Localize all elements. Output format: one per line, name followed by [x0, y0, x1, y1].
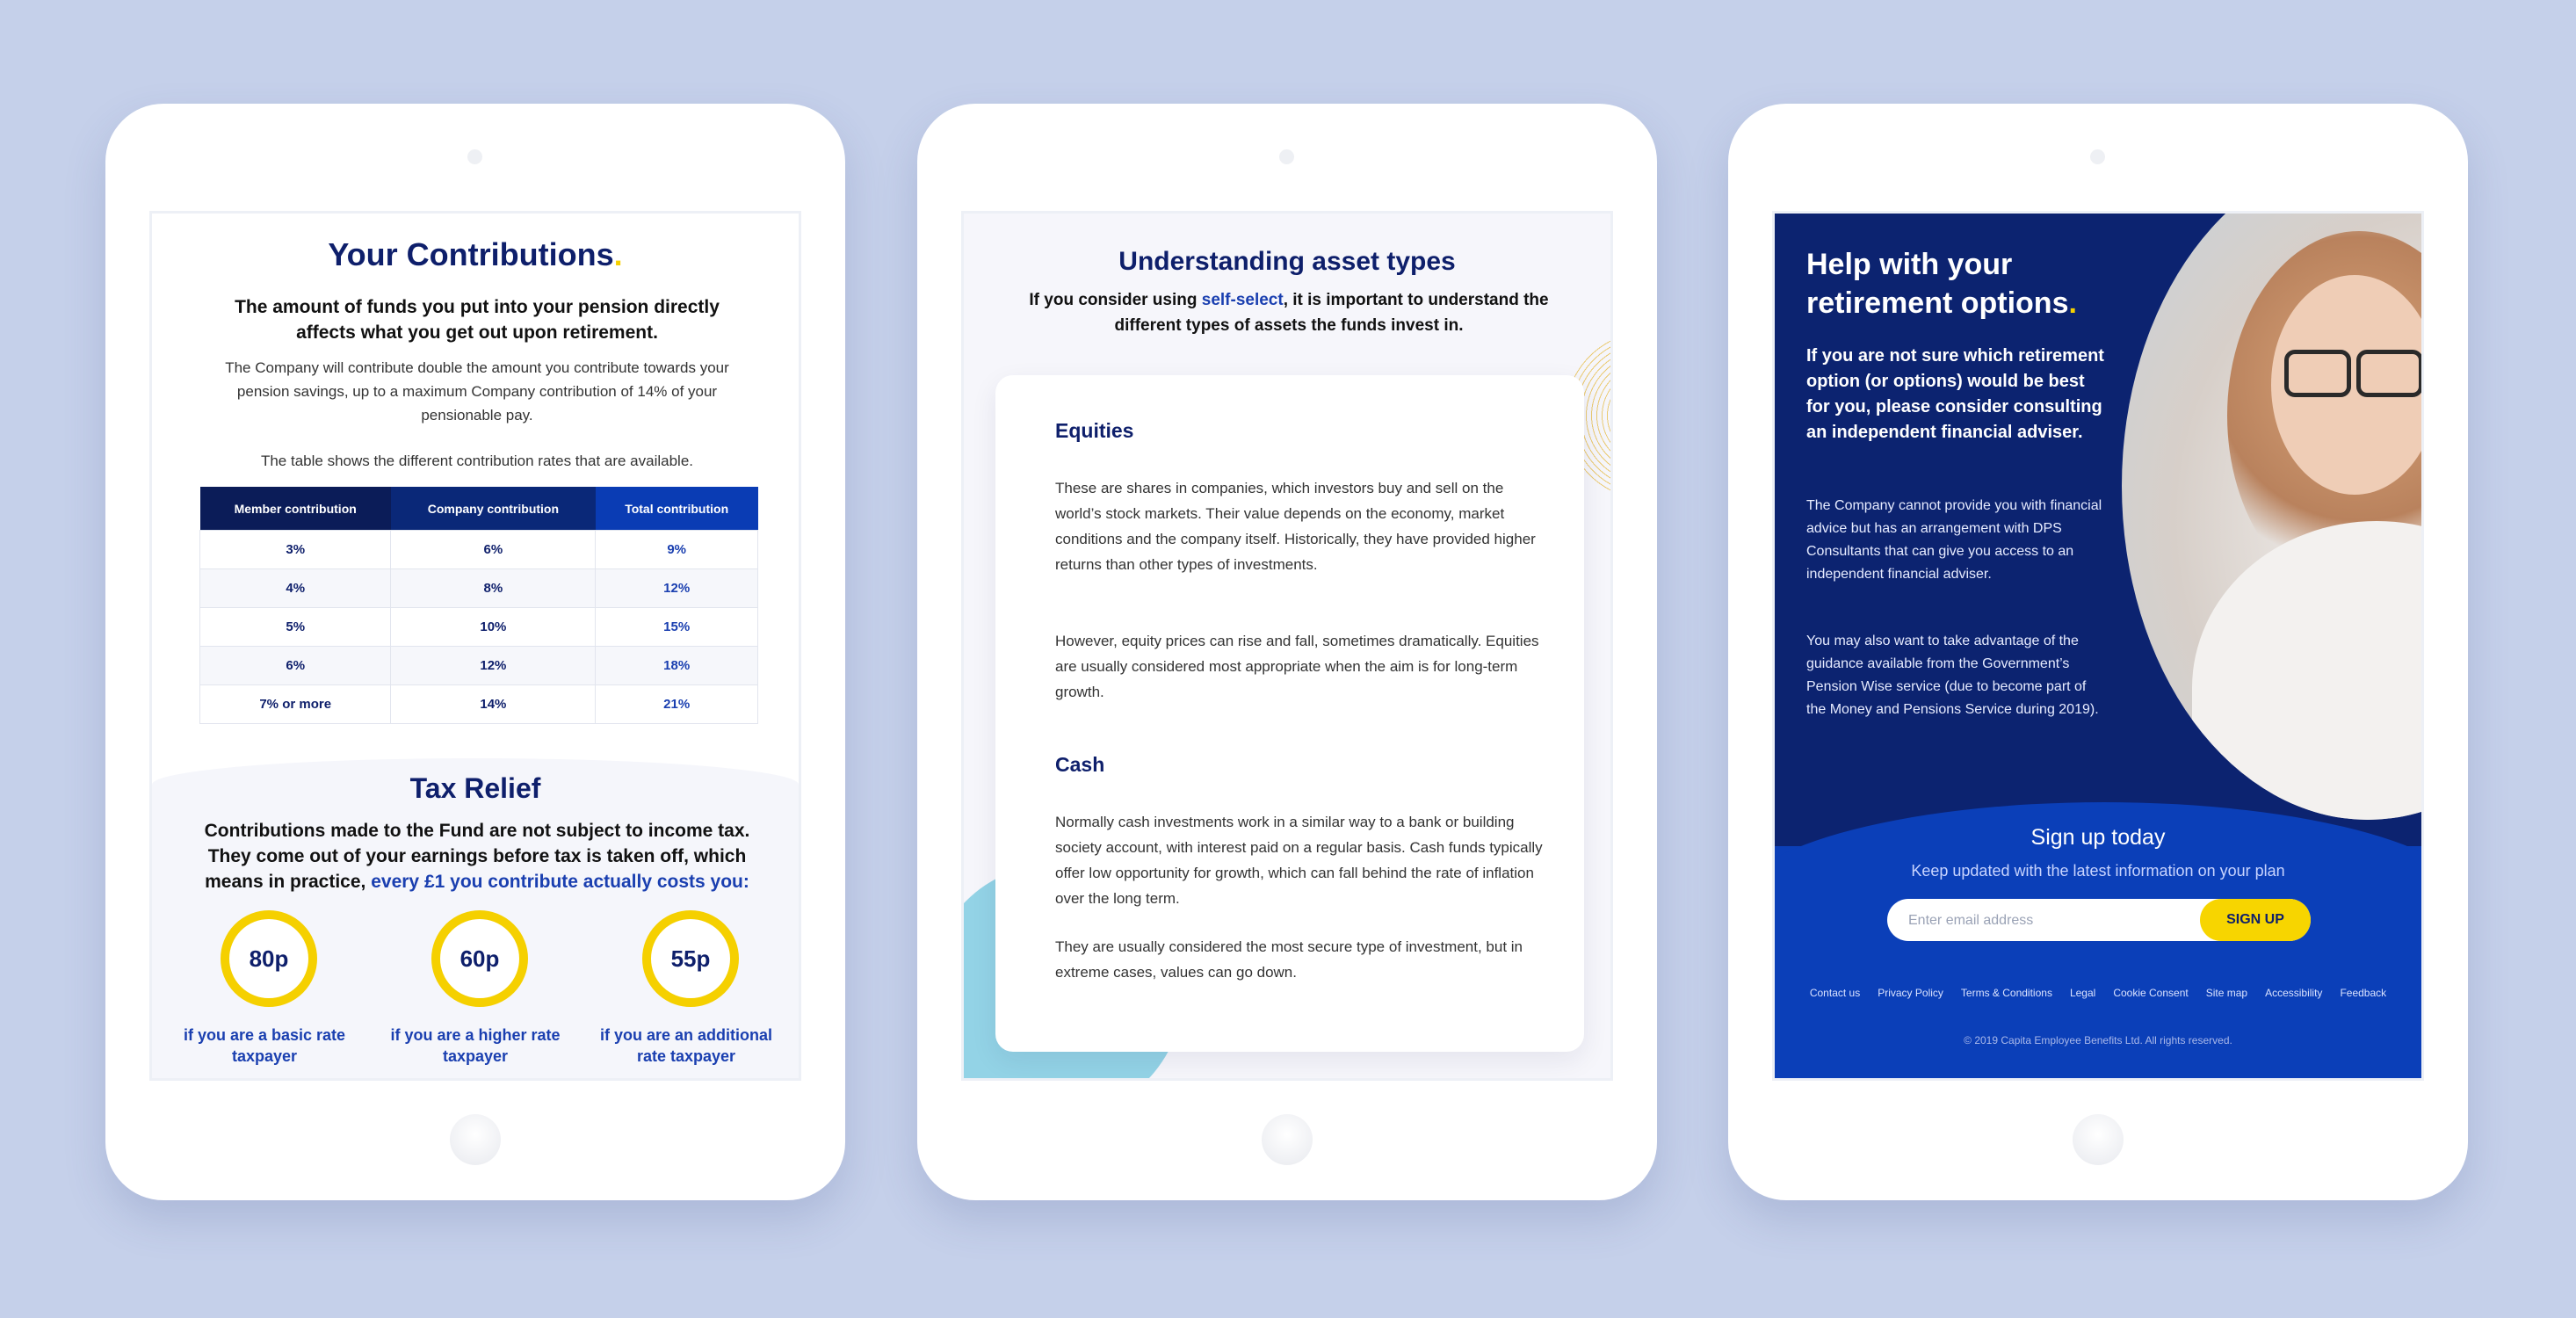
copyright: © 2019 Capita Employee Benefits Ltd. All rights reserved. — [1964, 1034, 2232, 1046]
camera-dot — [2090, 149, 2105, 164]
table-row — [200, 608, 758, 647]
footer-link-cookie[interactable]: Cookie Consent — [2113, 987, 2189, 999]
table-row — [200, 647, 758, 685]
company-cell: 12% — [391, 647, 596, 685]
footer-links — [1775, 987, 2421, 999]
page-title: Help with your retirement options. — [1806, 248, 2077, 320]
cash-heading: Cash — [1055, 753, 1105, 776]
total-cell: 18% — [596, 647, 758, 685]
company-cell: 14% — [391, 685, 596, 724]
home-button[interactable] — [2073, 1114, 2124, 1165]
self-select-link[interactable]: self-select — [1201, 291, 1284, 309]
signup-title: Sign up today — [2030, 825, 2166, 850]
total-cell: 12% — [596, 569, 758, 608]
screen-asset-types — [961, 211, 1613, 1081]
contribution-table — [199, 487, 758, 724]
tablet-contributions — [105, 104, 845, 1200]
cash-paragraph-1: Normally cash investments work in a similar way to a bank or building society account, with interest paid on a regular basis. Cash funds typically offer low opportunity for growth, which can fall behind the rate of inflation over the long term. — [1055, 814, 1543, 907]
footer-link-accessibility[interactable]: Accessibility — [2265, 987, 2323, 999]
retirement-paragraph-1: The Company cannot provide you with financial advice but has an arrangement with DPS Consultants that can give you access to an independent financial adviser. — [1806, 498, 2102, 582]
cash-paragraph-2: They are usually considered the most secure type of investment, but in extreme cases, values can go down. — [1055, 938, 1523, 981]
header-member: Member contribution — [200, 487, 391, 531]
tax-relief-lead: Contributions made to the Fund are not subject to income tax. They come out of your earnings before tax is taken off, which means in practice, every £1 you contribute actually costs you: — [204, 821, 750, 892]
contributions-body: The Company will contribute double the amount you contribute towards your pension savings, up to a maximum Company contribution of 14% of your pensionable pay. — [225, 359, 729, 424]
total-cell: 15% — [596, 608, 758, 647]
total-cell: 21% — [596, 685, 758, 724]
table-row — [200, 685, 758, 724]
asset-types-lead: If you consider using self-select, it is important to understand the different types of assets the funds invest in. — [1029, 291, 1549, 335]
footer-link-contact[interactable]: Contact us — [1809, 987, 1861, 999]
signup-form — [1887, 899, 2311, 941]
signup-subtitle: Keep updated with the latest information on your plan — [1911, 862, 2285, 880]
member-cell: 3% — [200, 531, 391, 569]
home-button[interactable] — [1262, 1114, 1313, 1165]
home-button[interactable] — [450, 1114, 501, 1165]
member-cell: 7% or more — [200, 685, 391, 724]
header-company: Company contribution — [391, 487, 596, 531]
company-cell: 8% — [391, 569, 596, 608]
camera-dot — [1279, 149, 1294, 164]
equities-heading: Equities — [1055, 419, 1134, 442]
retirement-paragraph-2: You may also want to take advantage of the guidance available from the Government’s Pension Wise service (due to become part of the Money and Pensions Service during 2019). — [1806, 634, 2099, 717]
cost-caption-basic: if you are a basic rate taxpayer — [183, 1026, 346, 1065]
cost-caption-additional: if you are an additional rate taxpayer — [599, 1026, 773, 1065]
equities-paragraph-1: These are shares in companies, which investors buy and sell on the world’s stock markets. Their value depends on the economy, market conditions and the company itself. Historically, they have provided higher returns than other types of investments. — [1055, 480, 1536, 573]
total-cell: 9% — [596, 531, 758, 569]
tax-relief-title: Tax Relief — [409, 772, 541, 804]
table-note: The table shows the different contribution rates that are available. — [260, 453, 694, 469]
cost-circle-basic: 80p — [221, 910, 317, 1007]
cost-circle-additional: 55p — [642, 910, 739, 1007]
member-cell: 4% — [200, 569, 391, 608]
equities-paragraph-2: However, equity prices can rise and fall, sometimes dramatically. Equities are usually considered most appropriate when the aim is for long-term growth. — [1055, 633, 1539, 700]
table-row — [200, 531, 758, 569]
cost-circle-higher: 60p — [431, 910, 528, 1007]
email-input[interactable] — [1907, 899, 2200, 943]
page-title: Your Contributions. — [328, 236, 623, 272]
company-cell: 10% — [391, 608, 596, 647]
screen-retirement-options — [1772, 211, 2424, 1081]
member-cell: 6% — [200, 647, 391, 685]
footer-link-feedback[interactable]: Feedback — [2340, 987, 2387, 999]
footer-link-sitemap[interactable]: Site map — [2205, 987, 2248, 999]
camera-dot — [467, 149, 482, 164]
header-total: Total contribution — [596, 487, 758, 531]
glasses-icon — [2284, 350, 2424, 394]
screen-contributions — [149, 211, 801, 1081]
asset-types-card — [995, 375, 1584, 1052]
member-cell: 5% — [200, 608, 391, 647]
cost-caption-higher: if you are a higher rate taxpayer — [390, 1026, 561, 1065]
footer-link-legal[interactable]: Legal — [2069, 987, 2096, 999]
tablet-asset-types — [917, 104, 1657, 1200]
company-cell: 6% — [391, 531, 596, 569]
tablet-retirement-options — [1728, 104, 2468, 1200]
contributions-lead: The amount of funds you put into your pension directly affects what you get out upon retirement. — [235, 297, 720, 343]
table-row — [200, 569, 758, 608]
footer-link-privacy[interactable]: Privacy Policy — [1878, 987, 1943, 999]
page-title: Understanding asset types — [1118, 247, 1456, 276]
retirement-lead: If you are not sure which retirement option (or options) would be best for you, please consider consulting an independent financial adviser. — [1806, 346, 2104, 442]
footer-link-terms[interactable]: Terms & Conditions — [1960, 987, 2052, 999]
signup-button[interactable]: SIGN UP — [2200, 899, 2311, 941]
